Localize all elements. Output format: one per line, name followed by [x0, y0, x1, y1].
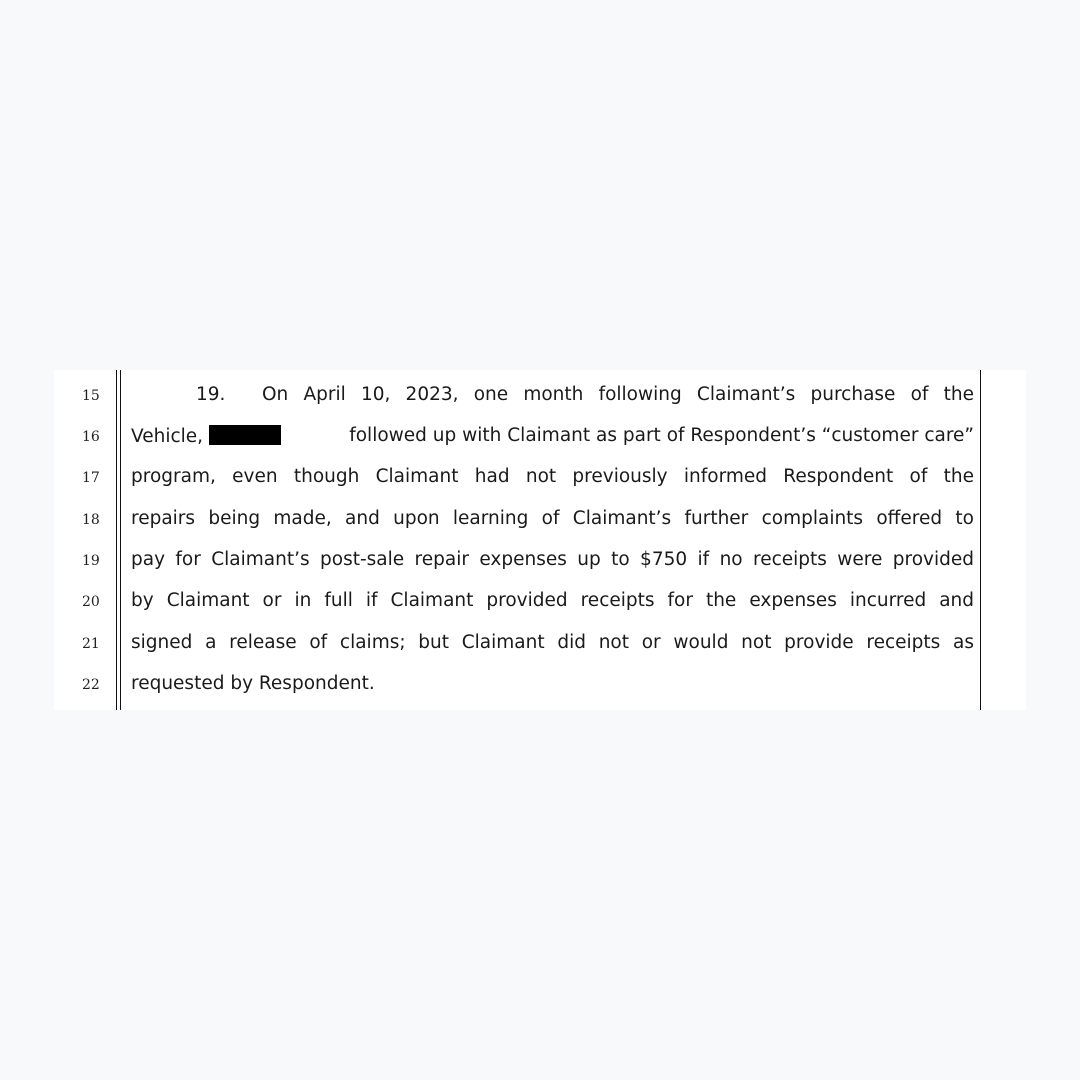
line-number: 19 [82, 553, 100, 569]
pleading-line [54, 456, 1026, 497]
paragraph-line-text [131, 425, 974, 448]
line-content: by Claimant or in full if Claimant provided receipts for the expenses incurred and [131, 590, 974, 611]
line-content-after-redaction: followed up with Claimant as part of Respondent’s “customer care” [349, 425, 974, 446]
pleading-line [54, 498, 1026, 539]
line-number: 15 [82, 388, 100, 404]
line-number: 22 [82, 677, 100, 693]
pleading-line [54, 663, 1026, 704]
line-content: repairs being made, and upon learning of Claimant’s further complaints offered to [131, 508, 974, 529]
line-content: On April 10, 2023, one month following Claimant’s purchase of the [262, 384, 974, 405]
line-number: 16 [82, 429, 100, 445]
line-number: 17 [82, 470, 100, 486]
redaction-block [209, 425, 281, 445]
paragraph-number: 19. [196, 384, 226, 405]
pleading-line [54, 415, 1026, 456]
line-content: requested by Respondent. [131, 673, 375, 694]
pleading-line [54, 374, 1026, 415]
pleading-line [54, 622, 1026, 663]
paragraph-line-text [131, 384, 974, 406]
line-number: 18 [82, 512, 100, 528]
line-content: pay for Claimant’s post-sale repair expenses up to $750 if no receipts were provided [131, 549, 974, 570]
line-number: 20 [82, 594, 100, 610]
line-content [131, 425, 287, 448]
pleading-page [54, 370, 1026, 710]
line-content: signed a release of claims; but Claimant did not or would not provide receipts as [131, 632, 974, 653]
pleading-line [54, 580, 1026, 621]
line-content: program, even though Claimant had not previously informed Respondent of the [131, 466, 974, 487]
pleading-line [54, 539, 1026, 580]
line-number: 21 [82, 636, 100, 652]
line-content-before-redaction: Vehicle, [131, 426, 204, 447]
